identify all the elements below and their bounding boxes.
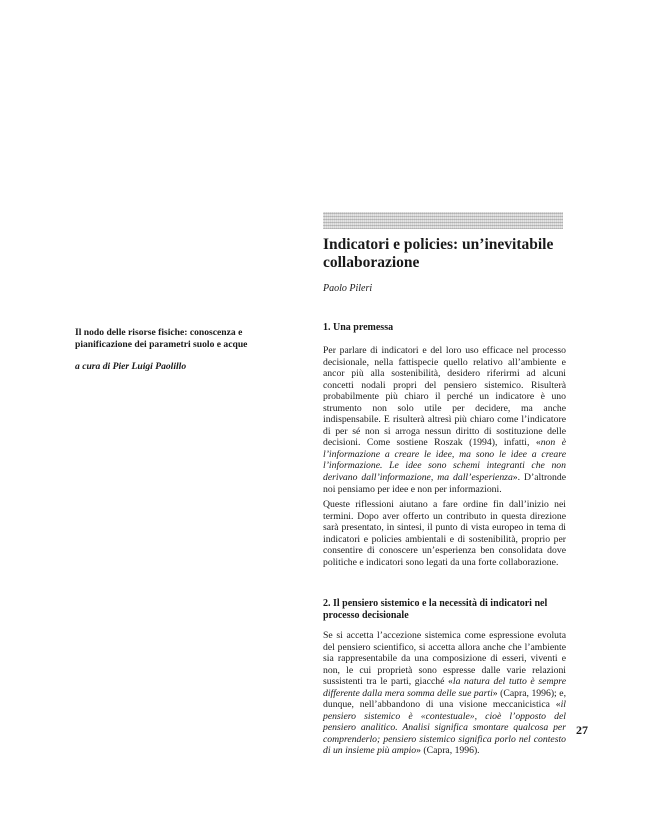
text-run: ». D’altronde noi pensiamo per idee e non per informazioni. (323, 472, 567, 495)
italic-quote: il pensiero sistemico è «contestuale», cioè l’opposto del pensiero analitico. Analisi significa smontare qualcosa per comprenderlo; pensiero sistemico significa porlo nel contesto di un insieme più ampio (323, 699, 566, 757)
section-title: Il nodo delle risorse fisiche: conoscenza e pianificazione dei parametri suolo e acque (75, 327, 248, 350)
text-run: Se si accetta l’accezione sistemica come espressione evoluta del pensiero scientifico, si accetta allora anche che l’ambiente sia rappresentabile da una composizione di esseri, viventi e non, le cui proprietà sono espresse dalle varie relazioni sussistenti tra le parti, giacché « (323, 630, 566, 688)
page-number: 27 (576, 723, 588, 737)
article-author: Paolo Pileri (323, 283, 373, 294)
section-editor: a cura di Pier Luigi Paolillo (75, 361, 187, 372)
text-run: » (Capra, 1996). (416, 745, 480, 757)
heading-premessa: 1. Una premessa (323, 322, 394, 333)
text-run: Per parlare di indicatori e del loro uso efficace nel processo decisionale, nella fattispecie quello relativo all’ambiente e ancor più alla sostenibilità, desidero riferirmi ad alcuni concetti nodali propri del pensiero sistemico. Risulterà probabilmente più chiaro il perché un indicatore è uno strumento non solo utile per decidere, ma anche indispensabile. E risulterà altresì più chiaro come l’indicatore di per sé non si arroga nessun diritto di sostituzione delle decisioni. Come sostiene Roszak (1994), infatti, « (323, 345, 566, 449)
article-title: Indicatori e policies: un’inevitabile collaborazione (323, 236, 554, 271)
decorative-band (323, 212, 563, 229)
paragraph-premessa-1 (323, 345, 566, 495)
italic-quote: la natura del tutto è sempre differente dalla mera somma delle sue parti (323, 676, 566, 699)
text-run: » (Capra, 1996); e, dunque, nell’abbandono di una visione meccanicistica « (323, 687, 566, 711)
heading-pensiero-sistemico: 2. Il pensiero sistemico e la necessità di indicatori nel processo decisionale (323, 598, 548, 621)
text-run: Queste riflessioni aiutano a fare ordine fin dall’inizio nei termini. Dopo aver offerto un contributo in questa direzione sarà presentato, in sintesi, il punto di vista europeo in tema di indicatori e policies ambientali e di sostenibilità, proprio per consentire di conoscere un’esperienza ben consolidata dove politiche e indicatori sono legati da una forte collaborazione. (323, 499, 566, 568)
paragraph-premessa-2 (323, 499, 566, 568)
italic-quote: non è l’informazione a creare le idee, ma sono le idee a creare l’informazione. Le idee sono schemi integranti che non derivano dall’informazione, ma dall’esperienza (323, 437, 566, 484)
paragraph-pensiero-sistemico (323, 630, 566, 757)
